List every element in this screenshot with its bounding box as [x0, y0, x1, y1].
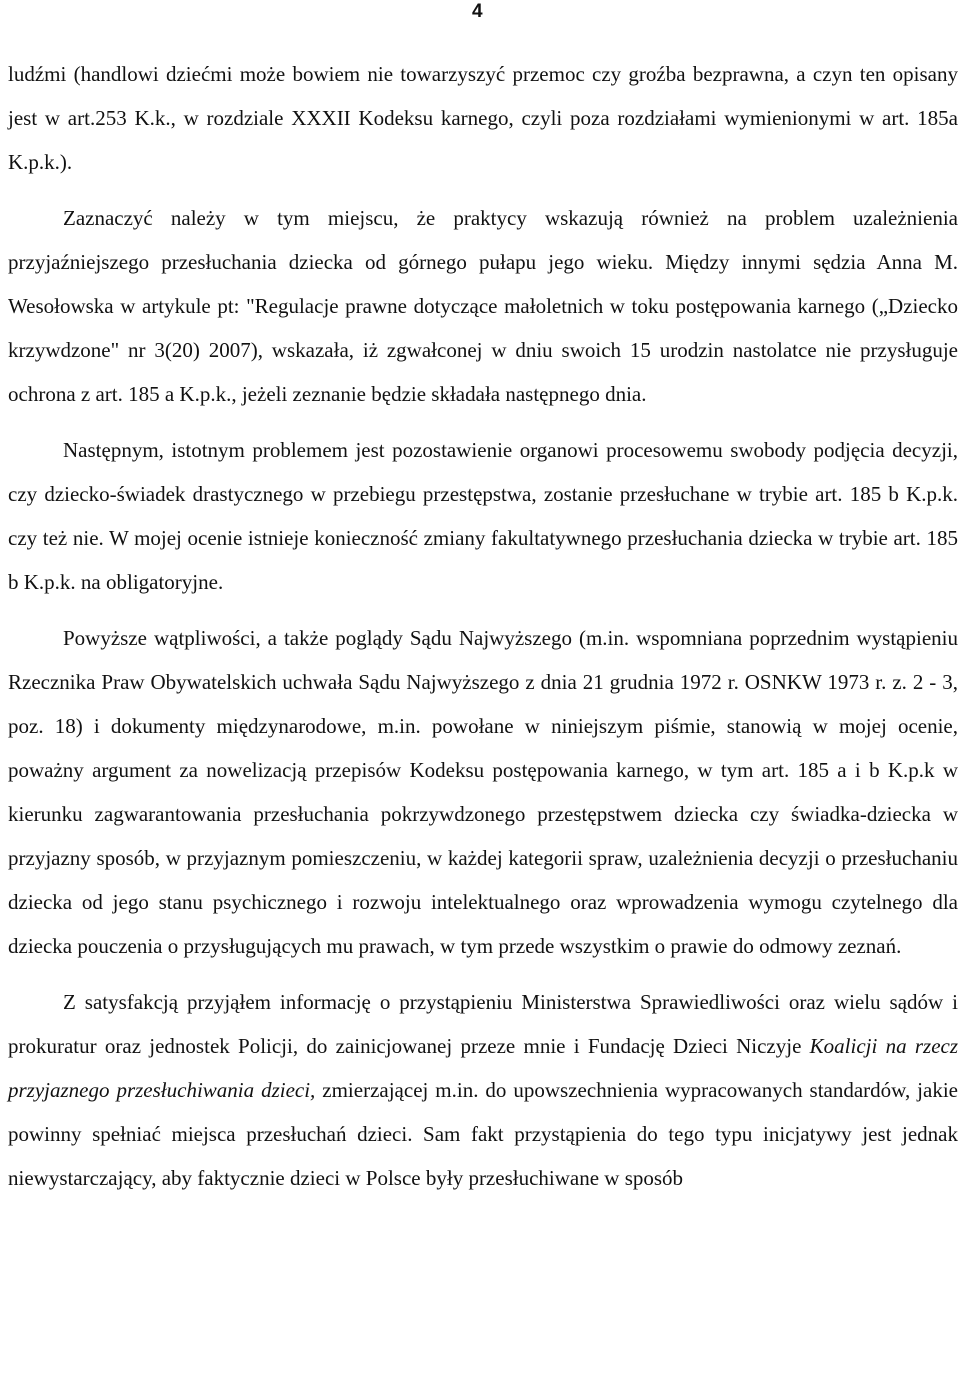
paragraph-5-end: zmierzającej m.in. do upowszechnienia wypracowanych standardów, jakie powinny spełniać miejsca przesłuchań dzieci. Sam fakt przystąpienia do tego typu inicjatywy jest jednak niewystarczający, aby faktycznie dzieci w Polsce były przesłuchiwane w sposób [8, 1078, 958, 1190]
paragraph-5 [8, 980, 958, 1200]
paragraph-1: ludźmi (handlowi dziećmi może bowiem nie towarzyszyć przemoc czy groźba bezprawna, a czyn ten opisany jest w art.253 K.k., w rozdziale XXXII Kodeksu karnego, czyli poza rozdziałami wymienionymi w art. 185a K.p.k.). [8, 62, 958, 174]
page-number: 4 [472, 1, 483, 22]
paragraph-3: Następnym, istotnym problemem jest pozostawienie organowi procesowemu swobody podjęcia decyzji, czy dziecko-świadek drastycznego w przebiegu przestępstwa, zostanie przesłuchane w trybie art. 185 b K.p.k. czy też nie. W mojej ocenie istnieje konieczność zmiany fakultatywnego przesłuchania dziecka w trybie art. 185 b K.p.k. na obligatoryjne. [8, 438, 958, 594]
paragraph-5-start: Z satysfakcją przyjąłem informację o przystąpieniu Ministerstwa Sprawiedliwości oraz wielu sądów i prokuratur oraz jednostek Policji, do zainicjowanej przeze mnie i Fundację Dzieci Niczyje [8, 990, 958, 1058]
document-body [8, 52, 958, 1200]
coalition-name: Koalicji na rzecz przyjaznego przesłuchiwania dzieci, [8, 1034, 959, 1102]
paragraph-4: Powyższe wątpliwości, a także poglądy Sądu Najwyższego (m.in. wspomniana poprzednim wystąpieniu Rzecznika Praw Obywatelskich uchwała Sądu Najwyższego z dnia 21 grudnia 1972 r. OSNKW 1973 r. z. 2 - 3, poz. 18) i dokumenty międzynarodowe, m.in. powołane w niniejszym piśmie, stanowią w mojej ocenie, poważny argument za nowelizacją przepisów Kodeksu postępowania karnego, w tym art. 185 a i b K.p.k w kierunku zagwarantowania przesłuchania pokrzywdzonego przestępstwem dziecka czy świadka-dziecka w przyjazny sposób, w przyjaznym pomieszczeniu, w każdej kategorii spraw, uzależnienia decyzji o przesłuchaniu dziecka od jego stanu psychicznego i rozwoju intelektualnego oraz wprowadzenia wymogu czytelnego dla dziecka pouczenia o przysługujących mu prawach, w tym przede wszystkim o prawie do odmowy zeznań. [8, 626, 958, 958]
paragraph-2: Zaznaczyć należy w tym miejscu, że praktycy wskazują również na problem uzależnienia przyjaźniejszego przesłuchania dziecka od górnego pułapu jego wieku. Między innymi sędzia Anna M. Wesołowska w artykule pt: "Regulacje prawne dotyczące małoletnich w toku postępowania karnego („Dziecko krzywdzone" nr 3(20) 2007), wskazała, iż zgwałconej w dniu swoich 15 urodzin nastolatce nie przysługuje ochrona z art. 185 a K.p.k., jeżeli zeznanie będzie składała następnego dnia. [8, 206, 958, 406]
